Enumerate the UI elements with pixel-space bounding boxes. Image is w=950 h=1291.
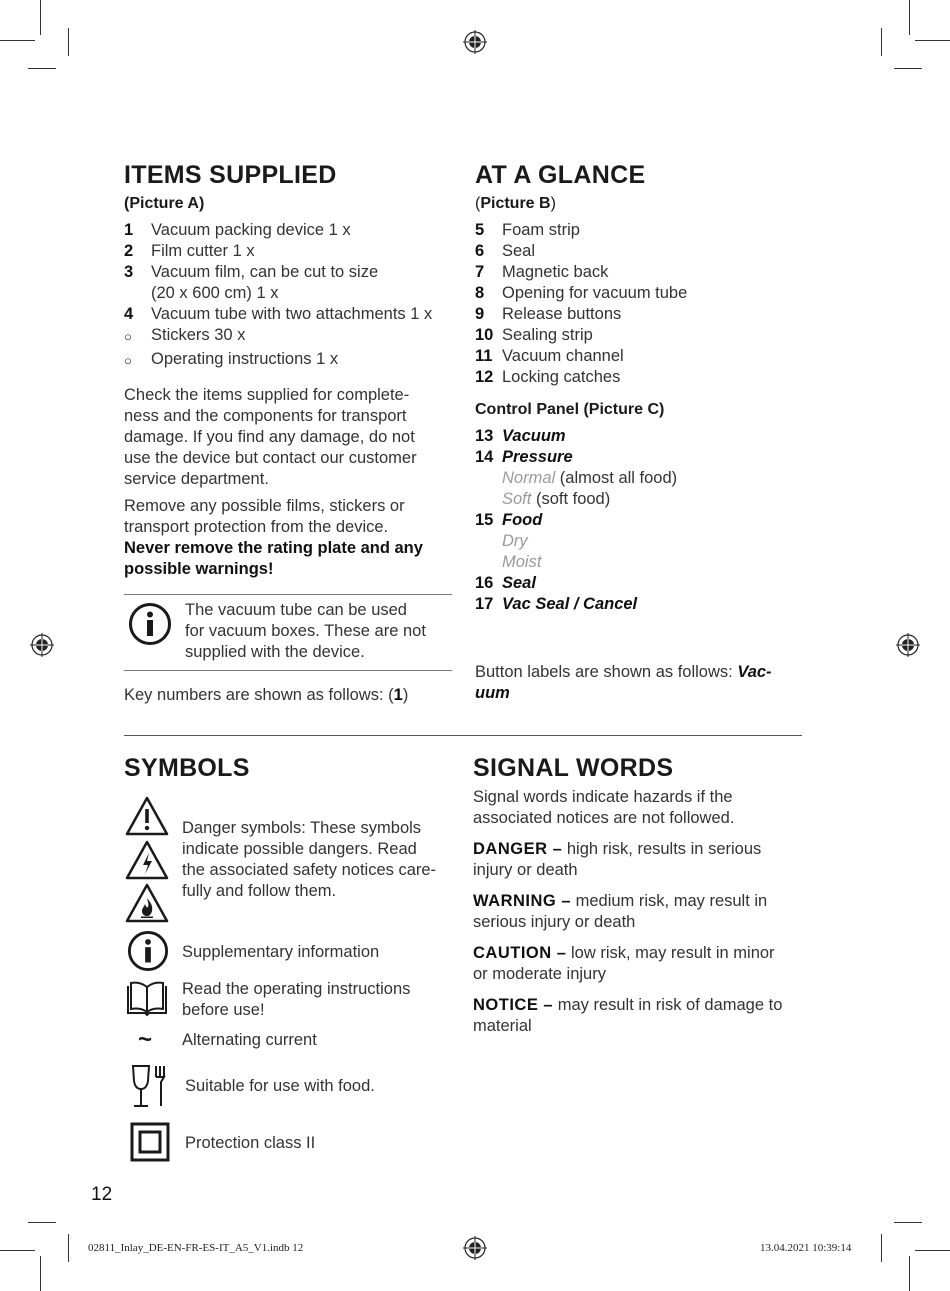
note-text: The vacuum tube can be used for vacuum boxes. These are not supplied with the device. (185, 601, 426, 661)
list-item: 10 Sealing strip (475, 326, 593, 344)
registration-mark-icon (463, 1236, 487, 1260)
at-a-glance-section (475, 160, 805, 615)
list-item: Dry (502, 532, 528, 550)
list-item: 11 Vacuum channel (475, 347, 624, 365)
registration-mark-icon (463, 30, 487, 54)
signal-words-title: SIGNAL WORDS (473, 754, 674, 782)
list-item: 3 Vacuum film, can be cut to size (20 x 600 cm) 1 x (124, 263, 379, 302)
electric-hazard-icon (124, 839, 170, 881)
crop-mark (28, 68, 56, 69)
signal-caution: CAUTION – low risk, may result in minor or moderate injury (473, 944, 775, 983)
crop-mark (909, 0, 910, 35)
list-item: 12 Locking catches (475, 368, 621, 386)
at-a-glance-list (475, 220, 805, 388)
control-panel-heading: Control Panel (Picture C) (475, 401, 665, 418)
note-divider (124, 670, 452, 671)
signal-danger: DANGER – high risk, results in serious injury or death (473, 840, 762, 879)
footer-timestamp: 13.04.2021 10:39:14 (760, 1242, 852, 1254)
fire-hazard-icon (124, 882, 170, 924)
crop-mark (28, 1222, 56, 1223)
list-item: 15 Food (475, 511, 543, 529)
list-item: 9 Release buttons (475, 305, 622, 323)
book-icon (124, 980, 170, 1018)
remove-films-paragraph: Remove any possible films, stickers or transport protection from the device. Never remove the rating plate and any possible warnings! (124, 497, 423, 578)
items-supplied-title: ITEMS SUPPLIED (124, 161, 337, 189)
control-panel-list (475, 426, 805, 615)
note-divider (124, 594, 452, 595)
list-item: 2 Film cutter 1 x (124, 242, 255, 260)
items-supplied-section (124, 160, 454, 580)
crop-mark (40, 0, 41, 35)
supplementary-info-text: Supplementary information (182, 943, 380, 961)
items-supplied-list (124, 220, 454, 371)
read-instructions-text: Read the operating instructions before use! (182, 980, 411, 1019)
crop-mark (68, 28, 69, 56)
crop-mark (894, 1222, 922, 1223)
list-item: 17 Vac Seal / Cancel (475, 595, 638, 613)
crop-mark (894, 68, 922, 69)
signal-warning: WARNING – medium risk, may result in serious injury or death (473, 892, 768, 931)
alternating-current-text: Alternating current (182, 1031, 317, 1049)
list-item: ○ Operating instructions 1 x (124, 350, 339, 368)
button-labels-text: Button labels are shown as follows: Vac- uum (475, 663, 772, 702)
list-item: 8 Opening for vacuum tube (475, 284, 688, 302)
list-item: 1 Vacuum packing device 1 x (124, 221, 351, 239)
list-item: 13 Vacuum (475, 427, 566, 445)
protection-class-icon (130, 1122, 170, 1162)
page-number: 12 (91, 1184, 113, 1205)
list-item: Soft (soft food) (502, 490, 611, 508)
food-safe-icon (130, 1063, 170, 1109)
crop-mark (40, 1256, 41, 1291)
section-divider (124, 735, 802, 736)
list-item: 14 Pressure (475, 448, 573, 466)
protection-class-text: Protection class II (185, 1134, 316, 1152)
symbols-title: SYMBOLS (124, 754, 250, 782)
at-a-glance-picture-ref: (Picture B) (475, 195, 556, 212)
items-supplied-picture-ref: (Picture A) (124, 195, 205, 212)
signal-notice: NOTICE – may result in risk of damage to material (473, 996, 783, 1035)
alternating-current-icon: ~ (138, 1026, 153, 1053)
list-item: ○ Stickers 30 x (124, 326, 246, 344)
info-icon (127, 930, 169, 972)
crop-mark (915, 1250, 950, 1251)
crop-mark (0, 1250, 35, 1251)
footer-file-name: 02811_Inlay_DE-EN-FR-ES-IT_A5_V1.indb 12 (88, 1242, 304, 1254)
list-item: Moist (502, 553, 542, 571)
crop-mark (881, 1234, 882, 1262)
crop-mark (0, 40, 35, 41)
danger-symbols-text: Danger symbols: These symbols indicate possible dangers. Read the associated safety notices care- fully and follow them. (182, 819, 437, 900)
list-item: 4 Vacuum tube with two attachments 1 x (124, 305, 433, 323)
registration-mark-icon (30, 633, 54, 657)
check-items-paragraph: Check the items supplied for complete- ness and the components for transport damage. If you find any damage, do not use the device but contact our customer service department. (124, 386, 417, 488)
crop-mark (909, 1256, 910, 1291)
list-item: 7 Magnetic back (475, 263, 609, 281)
list-item: Normal (almost all food) (502, 469, 678, 487)
info-icon (128, 602, 172, 646)
list-item: 6 Seal (475, 242, 536, 260)
signal-words-section (473, 753, 803, 1047)
list-item: 16 Seal (475, 574, 536, 592)
crop-mark (915, 40, 950, 41)
signal-words-intro: Signal words indicate hazards if the associated notices are not followed. (473, 788, 735, 827)
registration-mark-icon (896, 633, 920, 657)
crop-mark (881, 28, 882, 56)
list-item: 5 Foam strip (475, 221, 580, 239)
crop-mark (68, 1234, 69, 1262)
food-safe-text: Suitable for use with food. (185, 1077, 375, 1095)
warning-triangle-icon (124, 795, 170, 837)
key-numbers-text: Key numbers are shown as follows: (1) (124, 686, 409, 704)
at-a-glance-title: AT A GLANCE (475, 161, 646, 189)
